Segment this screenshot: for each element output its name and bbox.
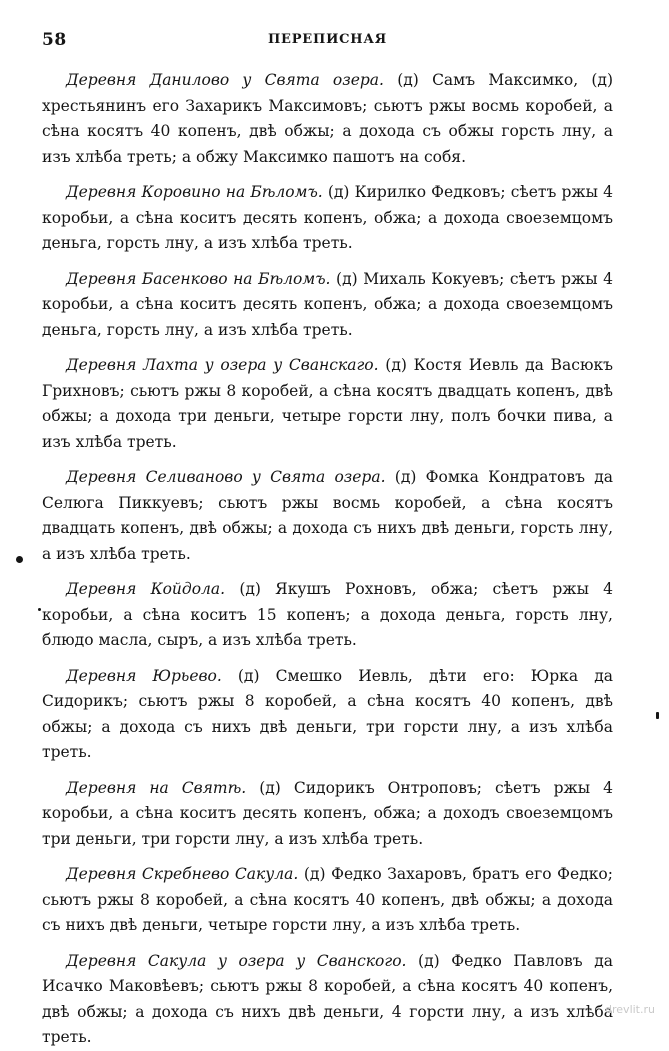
- entries-list: [42, 68, 613, 1051]
- village-name: Деревня Селиваново у Свята озера.: [66, 468, 386, 486]
- entry-text: (д) Федко Павловъ да Исачко Маковѣевъ; сьютъ ржы 8 коробей, а сѣна косятъ 40 копенъ, двѣ обжы; а дохода съ нихъ двѣ деньги, 4 горсти лну, а изъ хлѣба треть.: [42, 951, 613, 1046]
- village-entry: [42, 664, 613, 766]
- margin-speck: [656, 712, 659, 719]
- village-name: Деревня Данилово у Свята озера.: [66, 71, 384, 89]
- page-header: [42, 30, 613, 62]
- entry-text: (д) Фомка Кондратовъ да Селюга Пиккуевъ; сьютъ ржы восмь коробей, а сѣна косятъ двадцать копенъ, двѣ обжы; а дохода съ нихъ двѣ деньги, горсть лну, а изъ хлѣба треть.: [42, 468, 613, 563]
- village-entry: [42, 180, 613, 257]
- page-number: 58: [42, 30, 67, 50]
- entry-text: (д) Самъ Максимко, (д) хрестьянинъ его Захарикъ Максимовъ; сьютъ ржы восмь коробей, а сѣна косятъ 40 копенъ, двѣ обжы; а дохода съ обжы горсть лну, а изъ хлѣба треть; а обжу Максимко пашотъ на собя.: [42, 71, 613, 166]
- village-name: Деревня Скребнево Сакула.: [66, 865, 299, 883]
- village-entry: [42, 776, 613, 853]
- village-entry: [42, 949, 613, 1051]
- entry-text: (д) Михаль Кокуевъ; сѣетъ ржы 4 коробьи, а сѣна коситъ десять копенъ, обжа; а дохода своеземцомъ деньга, горсть лну, а изъ хлѣба треть.: [42, 269, 613, 339]
- entry-text: (д) Федко Захаровъ, братъ его Федко; сьютъ ржы 8 коробей, а сѣна косятъ 40 копенъ, двѣ обжы; а дохода съ нихъ двѣ деньги, четыре горсти лну, а изъ хлѣба треть.: [42, 865, 613, 934]
- margin-mark: [16, 556, 23, 563]
- entry-text: (д) Якушъ Рохновъ, обжа; сѣетъ ржы 4 коробьи, а сѣна коситъ 15 копенъ; а дохода деньга, горсть лну, блюдо масла, сыръ, а изъ хлѣба треть.: [42, 580, 613, 649]
- watermark: drevlit.ru: [605, 1003, 655, 1016]
- village-name: Деревня Коровино на Бѣломъ.: [66, 183, 323, 201]
- village-name: Деревня Юрьево.: [66, 666, 222, 685]
- village-entry: [42, 353, 613, 455]
- entry-text: (д) Кирилко Федковъ; сѣетъ ржы 4 коробьи, а сѣна коситъ десять копенъ, обжа; а дохода своеземцомъ деньга, горсть лну, а изъ хлѣба треть.: [42, 183, 613, 252]
- village-name: Деревня Сакула у озера у Сванского.: [66, 951, 407, 970]
- village-entry: [42, 267, 613, 344]
- village-name: Деревня Басенково на Бѣломъ.: [66, 269, 331, 288]
- margin-speck: [38, 608, 41, 611]
- village-name: Деревня Койдола.: [66, 580, 226, 598]
- entry-text: (д) Смешко Иевль, дѣти его: Юрка да Сидорикъ; сьютъ ржы 8 коробей, а сѣна косятъ 40 копенъ, двѣ обжы; а дохода съ нихъ двѣ деньги, три горсти лну, а изъ хлѣба треть.: [42, 666, 613, 761]
- running-title: ПЕРЕПИСНАЯ: [267, 32, 388, 47]
- entry-text: (д) Костя Иевль да Васюкъ Грихновъ; сьютъ ржы 8 коробей, а сѣна косятъ двадцать копенъ, двѣ обжы; а дохода три деньги, четыре горсти лну, полъ бочки пива, а изъ хлѣба треть.: [42, 356, 614, 451]
- village-name: Деревня на Святѣ.: [66, 778, 247, 797]
- village-entry: [42, 68, 613, 170]
- village-name: Деревня Лахта у озера у Сванскаго.: [66, 356, 379, 374]
- village-entry: [42, 577, 613, 654]
- entry-text: (д) Сидорикъ Онтроповъ; сѣетъ ржы 4 коробьи, а сѣна коситъ десять копенъ, обжа; а доходъ своеземцомъ три деньги, три горсти лну, а изъ хлѣба треть.: [42, 778, 613, 848]
- village-entry: [42, 862, 613, 939]
- village-entry: [42, 465, 613, 567]
